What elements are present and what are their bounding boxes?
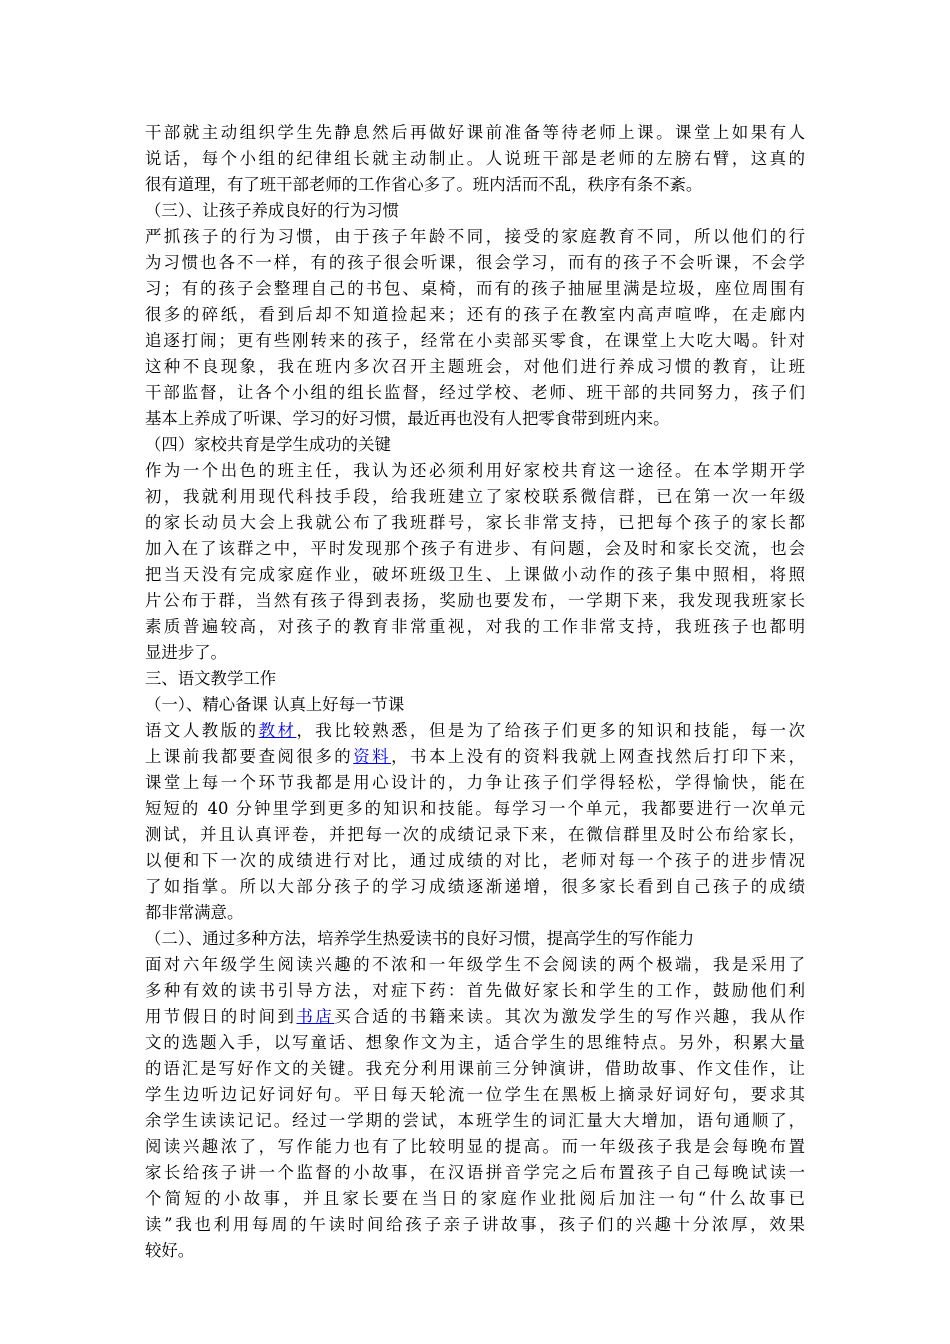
text-line: 读”我也利用每周的午读时间给孩子亲子讲故事，孩子们的兴趣十分浓厚，效果 bbox=[145, 1215, 805, 1234]
text-line: 显进步了。 bbox=[145, 643, 227, 662]
text-line: 短短的 40 分钟里学到更多的知识和技能。每学习一个单元，我都要进行一次单元 bbox=[145, 799, 805, 818]
textbook-link[interactable]: 教材 bbox=[258, 721, 297, 740]
text-fragment: ，我比较熟悉，但是为了给孩子们更多的知识和技能，每一次 bbox=[296, 721, 805, 740]
text-line: 这种不良现象，我在班内多次召开主题班会，对他们进行养成习惯的教育，让班 bbox=[145, 357, 805, 376]
text-line: 余学生读读记记。经过一学期的尝试，本班学生的词汇量大大增加，语句通顺了， bbox=[145, 1111, 805, 1130]
section-heading-home-school: （四）家校共育是学生成功的关键 bbox=[145, 435, 391, 454]
text-line: 文的选题入手，以写童话、想象作文为主，适合学生的思维特点。另外，积累大量 bbox=[145, 1033, 805, 1052]
text-line: 素质普遍较高，对孩子的教育非常重视，对我的工作非常支持，我班孩子也都明 bbox=[145, 617, 805, 636]
text-line: 严抓孩子的行为习惯，由于孩子年龄不同，接受的家庭教育不同，所以他们的行 bbox=[145, 227, 805, 246]
text-line: 片公布于群，当然有孩子得到表扬，奖励也要发布，一学期下来，我发现我班家长 bbox=[145, 591, 805, 610]
text-fragment: ，书本上没有的资料我就上网查找然后打印下来， bbox=[391, 747, 806, 766]
paragraph-behavior-habits bbox=[145, 224, 805, 432]
text-line: 面对六年级学生阅读兴趣的不浓和一年级学生不会阅读的两个极端，我是采用了 bbox=[145, 955, 805, 974]
text-line: 追逐打闹；更有些刚转来的孩子，经常在小卖部买零食，在课堂上大吃大喝。针对 bbox=[145, 331, 805, 350]
text-fragment: 语文人教版的 bbox=[145, 721, 259, 740]
text-line: 作为一个出色的班主任，我认为还必须利用好家校共育这一途径。在本学期开学 bbox=[145, 461, 805, 480]
text-line: 个简短的小故事，并且家长要在当日的家庭作业批阅后加注一句“什么故事已 bbox=[145, 1189, 805, 1208]
text-line: 测试，并且认真评卷，并把每一次的成绩记录下来，在微信群里及时公布给家长， bbox=[145, 825, 805, 844]
document-body bbox=[145, 120, 805, 1264]
text-line: 以便和下一次的成绩进行对比，通过成绩的对比，老师对每一个孩子的进步情况 bbox=[145, 851, 805, 870]
text-line: 初，我就利用现代科技手段，给我班建立了家校联系微信群，已在第一次一年级 bbox=[145, 487, 805, 506]
section-heading-reading-habits: （二）、通过多种方法，培养学生热爱读书的良好习惯，提高学生的写作能力 bbox=[145, 929, 695, 948]
text-line: 的语汇是写好作文的关键。我充分利用课前三分钟演讲，借助故事、作文佳作，让 bbox=[145, 1059, 805, 1078]
text-line bbox=[145, 718, 805, 744]
text-line: 很多的碎纸，看到后却不知道捡起来；还有的孩子在教室内高声喧哗，在走廊内 bbox=[145, 305, 805, 324]
text-line: 干部监督，让各个小组的组长监督，经过学校、老师、班干部的共同努力，孩子们 bbox=[145, 383, 805, 402]
text-line: 基本上养成了听课、学习的好习惯，最近再也没有人把零食带到班内来。 bbox=[145, 409, 670, 428]
text-line bbox=[145, 1004, 805, 1030]
text-line: 都非常满意。 bbox=[145, 903, 244, 922]
paragraph-lesson-prep bbox=[145, 718, 805, 926]
materials-link[interactable]: 资料 bbox=[353, 747, 392, 766]
text-fragment: 买合适的书籍来读。其次为激发学生的写作兴趣，我从作 bbox=[334, 1007, 805, 1026]
paragraph-home-school bbox=[145, 458, 805, 666]
section-heading-lesson-prep: （一）、精心备课 认真上好每一节课 bbox=[145, 695, 405, 714]
section-heading-chinese-teaching: 三、语文教学工作 bbox=[145, 669, 277, 688]
text-line: 学生边听边记好词好句。平日每天轮流一位学生在黑板上摘录好词好句，要求其 bbox=[145, 1085, 805, 1104]
text-line: 很有道理，有了班干部老师的工作省心多了。班内活而不乱，秩序有条不紊。 bbox=[145, 175, 703, 194]
section-heading-habits: （三）、让孩子养成良好的行为习惯 bbox=[145, 201, 400, 220]
bookstore-link[interactable]: 书店 bbox=[296, 1007, 335, 1026]
text-line: 了如指掌。所以大部分孩子的学习成绩逐渐递增，很多家长看到自己孩子的成绩 bbox=[145, 877, 805, 896]
text-line: 习；有的孩子会整理自己的书包、桌椅，而有的孩子抽屉里满是垃圾，座位周围有 bbox=[145, 279, 805, 298]
text-line: 加入在了该群之中，平时发现那个孩子有进步、有问题，会及时和家长交流，也会 bbox=[145, 539, 805, 558]
text-line: 较好。 bbox=[145, 1241, 195, 1260]
text-line: 阅读兴趣浓了，写作能力也有了比较明显的提高。而一年级孩子我是会每晚布置 bbox=[145, 1137, 805, 1156]
text-line: 的家长动员大会上我就公布了我班群号，家长非常支持，已把每个孩子的家长都 bbox=[145, 513, 805, 532]
text-line: 家长给孩子讲一个监督的小故事，在汉语拼音学完之后布置孩子自己每晚试读一 bbox=[145, 1163, 805, 1182]
text-fragment: 上课前我都要查阅很多的 bbox=[145, 747, 354, 766]
text-line: 干部就主动组织学生先静息然后再做好课前准备等待老师上课。课堂上如果有人 bbox=[145, 123, 805, 142]
text-fragment: 用节假日的时间到 bbox=[145, 1007, 297, 1026]
text-line bbox=[145, 744, 805, 770]
text-line: 多种有效的读书引导方法，对症下药：首先做好家长和学生的工作，鼓励他们利 bbox=[145, 981, 805, 1000]
text-line: 说话，每个小组的纪律组长就主动制止。人说班干部是老师的左膀右臂，这真的 bbox=[145, 149, 805, 168]
text-line: 课堂上每一个环节我都是用心设计的，力争让孩子们学得轻松，学得愉快，能在 bbox=[145, 773, 805, 792]
paragraph-reading-habits bbox=[145, 952, 805, 1264]
text-line: 把当天没有完成家庭作业，破坏班级卫生、上课做小动作的孩子集中照相，将照 bbox=[145, 565, 805, 584]
text-line: 为习惯也各不一样，有的孩子很会听课，很会学习，而有的孩子不会听课，不会学 bbox=[145, 253, 805, 272]
paragraph-class-cadres bbox=[145, 120, 805, 198]
